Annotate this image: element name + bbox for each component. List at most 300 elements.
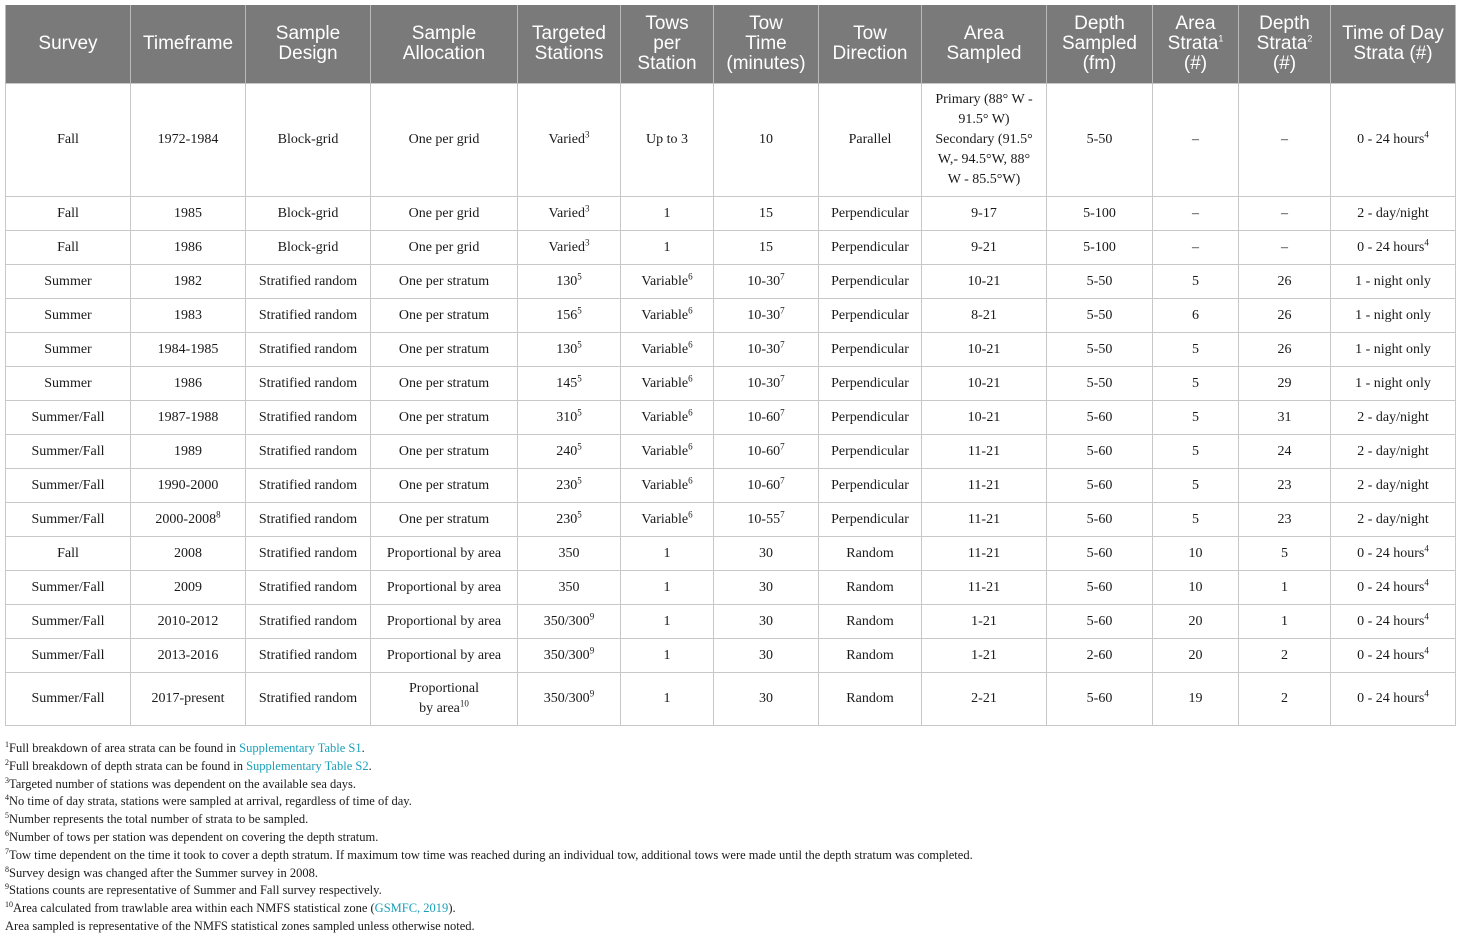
- table-cell: [819, 333, 922, 367]
- cell-value: 1: [1281, 613, 1288, 629]
- cell-value: Random: [846, 691, 894, 706]
- table-cell: [371, 469, 518, 503]
- table-cell: [371, 367, 518, 401]
- table-cell: [621, 197, 714, 231]
- table-cell: [131, 605, 246, 639]
- table-row: [6, 571, 1456, 605]
- cell-value: 2 - day/night: [1357, 477, 1429, 493]
- cell-value: One per stratum: [398, 307, 490, 323]
- footnote-marker: 6: [688, 406, 693, 417]
- table-cell: [6, 333, 131, 367]
- cell-value: 1: [663, 545, 671, 561]
- cell-value: One per stratum: [398, 409, 490, 425]
- cell-value: One per stratum: [398, 511, 490, 527]
- table-cell: [131, 265, 246, 299]
- cell-value: Perpendicular: [831, 511, 909, 527]
- table-cell: [714, 333, 819, 367]
- cell-value: 2000-2008: [155, 511, 217, 527]
- cell-value: Primary (88° W - 91.5° W) Secondary (91.5° W,- 94.5°W, 88° W - 85.5°W): [935, 92, 1033, 187]
- cell-value: 2-60: [1086, 647, 1113, 663]
- table-cell: [819, 435, 922, 469]
- table-cell: [1331, 469, 1456, 503]
- cell-value: 5: [1192, 511, 1199, 527]
- footnote-link[interactable]: Supplementary Table S2: [246, 758, 369, 773]
- cell-value: One per grid: [408, 132, 480, 147]
- table-cell: [714, 265, 819, 299]
- column-header-label: Targeted Stations: [532, 23, 606, 64]
- cell-value: Variable: [641, 341, 689, 357]
- cell-value: 11-21: [967, 477, 1001, 493]
- table-cell: [1047, 537, 1153, 571]
- table-cell: [621, 231, 714, 265]
- table-cell: [246, 435, 371, 469]
- cell-value: 350/300: [543, 647, 590, 663]
- table-cell: [1047, 469, 1153, 503]
- cell-value: 350: [558, 579, 580, 595]
- footnote-marker: 4: [1424, 688, 1429, 699]
- cell-value: Block-grid: [277, 205, 339, 221]
- footnote-number: 3: [5, 775, 9, 785]
- table-cell: [131, 197, 246, 231]
- cell-value: 10-30: [747, 307, 781, 323]
- table-cell: [922, 197, 1047, 231]
- column-header-survey: [6, 5, 131, 84]
- footnote-link[interactable]: GSMFC, 2019: [374, 901, 449, 916]
- table-cell: [518, 367, 621, 401]
- footnote-number: 8: [5, 864, 9, 874]
- table-cell: [1153, 197, 1239, 231]
- column-header-label: Sample Design: [275, 23, 341, 64]
- table-cell: [714, 605, 819, 639]
- cell-value: 230: [556, 511, 578, 527]
- cell-value: 2010-2012: [157, 613, 219, 629]
- table-cell: [1239, 469, 1331, 503]
- footnote-marker: 5: [577, 304, 582, 315]
- cell-value: One per stratum: [398, 443, 490, 459]
- table-cell: [621, 84, 714, 197]
- table-cell: [714, 401, 819, 435]
- cell-value: 0 - 24 hours: [1357, 579, 1425, 595]
- cell-value: Stratified random: [258, 477, 358, 493]
- cell-value: 26: [1277, 273, 1292, 289]
- table-cell: [246, 401, 371, 435]
- footnote-number: 7: [5, 846, 9, 856]
- table-cell: [246, 299, 371, 333]
- cell-value: 1: [663, 239, 671, 255]
- cell-value: 1 - night only: [1355, 307, 1431, 323]
- table-cell: [922, 333, 1047, 367]
- cell-value: 5-60: [1086, 443, 1113, 459]
- cell-value: 2 - day/night: [1357, 511, 1429, 527]
- table-cell: [1331, 605, 1456, 639]
- cell-value: Block-grid: [277, 239, 339, 255]
- cell-value: 29: [1277, 375, 1292, 391]
- cell-value: Proportional by area: [386, 647, 502, 663]
- cell-value: Perpendicular: [831, 443, 909, 459]
- table-cell: [371, 401, 518, 435]
- cell-value: 350/300: [543, 691, 590, 706]
- cell-value: Fall: [57, 239, 79, 255]
- footnote: [5, 793, 1455, 811]
- cell-value: Perpendicular: [831, 375, 909, 391]
- column-header-targeted-stations: [518, 5, 621, 84]
- footnote-marker: 1: [1218, 33, 1224, 44]
- cell-value: 19: [1188, 691, 1203, 706]
- table-cell: [1047, 84, 1153, 197]
- table-cell: [1047, 639, 1153, 673]
- table-header: [6, 5, 1456, 84]
- footnote-marker: 5: [577, 372, 582, 383]
- table-cell: [246, 333, 371, 367]
- footnote-number: 6: [5, 828, 9, 838]
- table-cell: [819, 197, 922, 231]
- cell-value: 0 - 24 hours: [1357, 691, 1425, 706]
- footnote-marker: 4: [1424, 610, 1429, 621]
- cell-value: Stratified random: [258, 511, 358, 527]
- table-cell: [6, 401, 131, 435]
- table-cell: [1239, 84, 1331, 197]
- cell-value: 20: [1188, 647, 1203, 663]
- cell-value: 5: [1192, 409, 1199, 425]
- cell-value: Variable: [641, 443, 689, 459]
- cell-value: Summer/Fall: [31, 613, 105, 629]
- cell-value: 10-21: [967, 273, 1001, 289]
- table-cell: [131, 537, 246, 571]
- table-cell: [1239, 299, 1331, 333]
- cell-value: 5-60: [1086, 691, 1113, 706]
- table-cell: [6, 231, 131, 265]
- column-header-unit: (#): [1183, 53, 1208, 74]
- cell-value: 15: [759, 239, 773, 255]
- cell-value: 1: [1281, 579, 1288, 595]
- table-cell: [1153, 537, 1239, 571]
- footnote-marker: 7: [780, 372, 785, 383]
- table-cell: [621, 367, 714, 401]
- table-cell: [371, 571, 518, 605]
- table-cell: [1331, 84, 1456, 197]
- table-cell: [922, 231, 1047, 265]
- cell-value: 130: [556, 273, 578, 289]
- cell-value: 26: [1277, 307, 1292, 323]
- cell-value: 2 - day/night: [1357, 443, 1429, 459]
- footnote-text-end: .: [368, 758, 372, 773]
- table-row: [6, 265, 1456, 299]
- table-cell: [922, 673, 1047, 726]
- cell-value: 10-60: [747, 477, 781, 493]
- cell-value: 350: [558, 545, 580, 561]
- table-cell: [131, 435, 246, 469]
- cell-value: 2008: [174, 545, 202, 561]
- cell-value: –: [1281, 239, 1288, 255]
- table-cell: [518, 605, 621, 639]
- footnote-marker: 6: [688, 508, 693, 519]
- table-cell: [1047, 197, 1153, 231]
- cell-value: Variable: [641, 511, 689, 527]
- table-cell: [1239, 673, 1331, 726]
- table-cell: [922, 537, 1047, 571]
- table-cell: [6, 537, 131, 571]
- cell-value: Varied: [548, 239, 586, 255]
- cell-value: 10-21: [967, 341, 1001, 357]
- footnote-text: Tow time dependent on the time it took to cover a depth stratum. If maximum tow time was reached during an individual tow, additional tows were made until the depth stratum was completed.: [9, 847, 973, 862]
- cell-value: 10: [1188, 545, 1203, 561]
- footnote-marker: 4: [1424, 542, 1429, 553]
- column-header-label: Timeframe: [142, 33, 234, 54]
- table-cell: [1331, 231, 1456, 265]
- cell-value: Stratified random: [258, 443, 358, 459]
- cell-value: 1972-1984: [157, 132, 219, 147]
- column-header-label: Tow Time (minutes): [726, 13, 806, 74]
- footnote-number: 4: [5, 793, 9, 803]
- footnote-marker: 3: [585, 129, 590, 140]
- table-row: [6, 333, 1456, 367]
- cell-value: Summer/Fall: [31, 647, 105, 663]
- table-cell: [518, 503, 621, 537]
- cell-value: 0 - 24 hours: [1357, 239, 1425, 255]
- table-cell: [6, 469, 131, 503]
- footnote-marker: 5: [577, 440, 582, 451]
- footnote-marker: 2: [1307, 33, 1313, 44]
- footnote-marker: 5: [577, 474, 582, 485]
- cell-value: Perpendicular: [831, 273, 909, 289]
- cell-value: 145: [556, 375, 578, 391]
- cell-value: 5-60: [1086, 477, 1113, 493]
- cell-value: Perpendicular: [831, 307, 909, 323]
- table-cell: [1331, 537, 1456, 571]
- table-cell: [6, 367, 131, 401]
- table-cell: [621, 503, 714, 537]
- cell-value: 5-100: [1083, 205, 1116, 221]
- footnote-marker: 7: [780, 304, 785, 315]
- table-cell: [1153, 571, 1239, 605]
- table-row: [6, 435, 1456, 469]
- footnote-marker: 6: [688, 304, 693, 315]
- column-header-depth-strata: [1239, 5, 1331, 84]
- cell-value: Summer/Fall: [31, 409, 105, 425]
- table-cell: [1153, 639, 1239, 673]
- column-header-label: Depth Strata: [1256, 13, 1310, 54]
- table-cell: [1047, 367, 1153, 401]
- footnote-marker: 7: [780, 508, 785, 519]
- cell-value: 23: [1277, 511, 1292, 527]
- table-cell: [246, 537, 371, 571]
- cell-value: 11-21: [967, 443, 1001, 459]
- table-cell: [922, 84, 1047, 197]
- table-cell: [518, 469, 621, 503]
- cell-value: 1990-2000: [157, 477, 219, 493]
- cell-value: 5-50: [1086, 273, 1113, 289]
- cell-value: 2 - day/night: [1357, 409, 1429, 425]
- table-cell: [1239, 503, 1331, 537]
- footnote-marker: 7: [780, 474, 785, 485]
- table-cell: [518, 401, 621, 435]
- table-cell: [6, 571, 131, 605]
- table-cell: [714, 571, 819, 605]
- table-cell: [819, 639, 922, 673]
- table-row: [6, 84, 1456, 197]
- table-cell: [714, 299, 819, 333]
- table-cell: [922, 299, 1047, 333]
- table-cell: [246, 84, 371, 197]
- cell-value: 0 - 24 hours: [1357, 132, 1425, 147]
- column-header-label: Tow Direction: [832, 23, 908, 64]
- column-header-tow-time-minutes: [714, 5, 819, 84]
- cell-value: Parallel: [848, 132, 892, 147]
- cell-value: Random: [846, 579, 894, 595]
- cell-value: 10-30: [747, 375, 781, 391]
- cell-value: Proportional by area: [409, 681, 479, 716]
- table-row: [6, 605, 1456, 639]
- table-cell: [819, 231, 922, 265]
- footnote-marker: 7: [780, 270, 785, 281]
- footnote: [5, 829, 1455, 847]
- column-header-time-of-day-strata: [1331, 5, 1456, 84]
- cell-value: One per stratum: [398, 477, 490, 493]
- footnote-number: 10: [5, 900, 13, 910]
- footnote-text: Survey design was changed after the Summer survey in 2008.: [9, 865, 318, 880]
- cell-value: Stratified random: [258, 341, 358, 357]
- table-cell: [246, 503, 371, 537]
- column-header-area-strata: [1153, 5, 1239, 84]
- cell-value: 10-30: [747, 341, 781, 357]
- cell-value: Stratified random: [258, 691, 358, 706]
- table-cell: [819, 605, 922, 639]
- cell-value: Fall: [57, 205, 79, 221]
- column-header-sample-design: [246, 5, 371, 84]
- table-cell: [1239, 605, 1331, 639]
- cell-value: 20: [1188, 613, 1203, 629]
- table-cell: [1153, 605, 1239, 639]
- table-cell: [714, 469, 819, 503]
- table-row: [6, 299, 1456, 333]
- cell-value: Stratified random: [258, 613, 358, 629]
- cell-value: 10-21: [967, 409, 1001, 425]
- table-cell: [1239, 197, 1331, 231]
- table-cell: [371, 673, 518, 726]
- cell-value: –: [1192, 205, 1199, 221]
- survey-table-container: [5, 5, 1455, 726]
- column-header-label: Area Strata: [1167, 13, 1219, 54]
- table-cell: [6, 673, 131, 726]
- cell-value: 10-60: [747, 409, 781, 425]
- table-cell: [1331, 367, 1456, 401]
- footnote-marker: 8: [216, 508, 221, 519]
- cell-value: 31: [1277, 409, 1292, 425]
- footnote-link[interactable]: Supplementary Table S1: [239, 741, 362, 755]
- cell-value: 23: [1277, 477, 1292, 493]
- table-cell: [1331, 265, 1456, 299]
- table-cell: [621, 571, 714, 605]
- cell-value: 30: [759, 647, 773, 663]
- cell-value: –: [1192, 239, 1199, 255]
- cell-value: 1 - night only: [1355, 273, 1431, 289]
- table-row: [6, 537, 1456, 571]
- table-cell: [1239, 435, 1331, 469]
- table-cell: [922, 435, 1047, 469]
- cell-value: Variable: [641, 375, 689, 391]
- footnote: [5, 758, 1455, 776]
- table-row: [6, 503, 1456, 537]
- footnote-text: Full breakdown of depth strata can be found in: [9, 758, 247, 773]
- cell-value: Random: [846, 647, 894, 663]
- cell-value: Variable: [641, 307, 689, 323]
- footnote-marker: 5: [577, 508, 582, 519]
- cell-value: 9-17: [971, 205, 997, 221]
- footnote-marker: 9: [589, 610, 595, 621]
- table-cell: [371, 231, 518, 265]
- cell-value: –: [1281, 205, 1288, 221]
- table-footnotes: [5, 740, 1455, 936]
- cell-value: 1 - night only: [1355, 375, 1431, 391]
- table-cell: [246, 367, 371, 401]
- table-cell: [518, 197, 621, 231]
- table-cell: [714, 231, 819, 265]
- table-cell: [131, 333, 246, 367]
- cell-value: Perpendicular: [831, 409, 909, 425]
- cell-value: 5: [1192, 375, 1199, 391]
- footnote: [5, 900, 1455, 918]
- cell-value: Varied: [548, 132, 586, 147]
- footnote-text: Area calculated from trawlable area within each NMFS statistical zone (: [13, 901, 375, 916]
- table-cell: [1153, 673, 1239, 726]
- cell-value: 5: [1192, 341, 1199, 357]
- table-cell: [922, 605, 1047, 639]
- column-header-tows-per-station: [621, 5, 714, 84]
- table-cell: [6, 84, 131, 197]
- cell-value: 6: [1192, 307, 1199, 323]
- footnote-marker: 4: [1424, 129, 1429, 140]
- cell-value: Summer/Fall: [31, 511, 105, 527]
- footnote-marker: 7: [780, 338, 785, 349]
- footnote: [5, 882, 1455, 900]
- cell-value: 156: [556, 307, 578, 323]
- table-row: [6, 197, 1456, 231]
- table-cell: [131, 84, 246, 197]
- cell-value: 15: [759, 205, 773, 221]
- cell-value: Summer/Fall: [31, 579, 105, 595]
- footnote: [5, 865, 1455, 883]
- table-cell: [922, 265, 1047, 299]
- cell-value: 10-21: [967, 375, 1001, 391]
- table-cell: [714, 503, 819, 537]
- table-cell: [1331, 197, 1456, 231]
- footnote-marker: 5: [577, 270, 582, 281]
- table-cell: [131, 299, 246, 333]
- cell-value: 1986: [174, 375, 202, 391]
- cell-value: 10-60: [747, 443, 781, 459]
- table-cell: [1239, 571, 1331, 605]
- cell-value: 5-50: [1086, 307, 1113, 323]
- footnote-marker: 5: [577, 406, 582, 417]
- table-cell: [1239, 333, 1331, 367]
- table-cell: [1331, 299, 1456, 333]
- cell-value: Perpendicular: [831, 205, 909, 221]
- cell-value: Perpendicular: [831, 341, 909, 357]
- cell-value: 1: [663, 647, 671, 663]
- footnote-text: Full breakdown of area strata can be found in: [9, 741, 240, 755]
- table-cell: [371, 435, 518, 469]
- table-cell: [371, 503, 518, 537]
- table-cell: [246, 673, 371, 726]
- cell-value: 5: [1192, 273, 1199, 289]
- cell-value: Summer: [44, 375, 92, 391]
- cell-value: 130: [556, 341, 578, 357]
- table-cell: [6, 605, 131, 639]
- column-header-label: Time of Day Strata (#): [1342, 23, 1444, 64]
- cell-value: 1989: [174, 443, 202, 459]
- table-cell: [1153, 231, 1239, 265]
- cell-value: Proportional by area: [386, 613, 502, 629]
